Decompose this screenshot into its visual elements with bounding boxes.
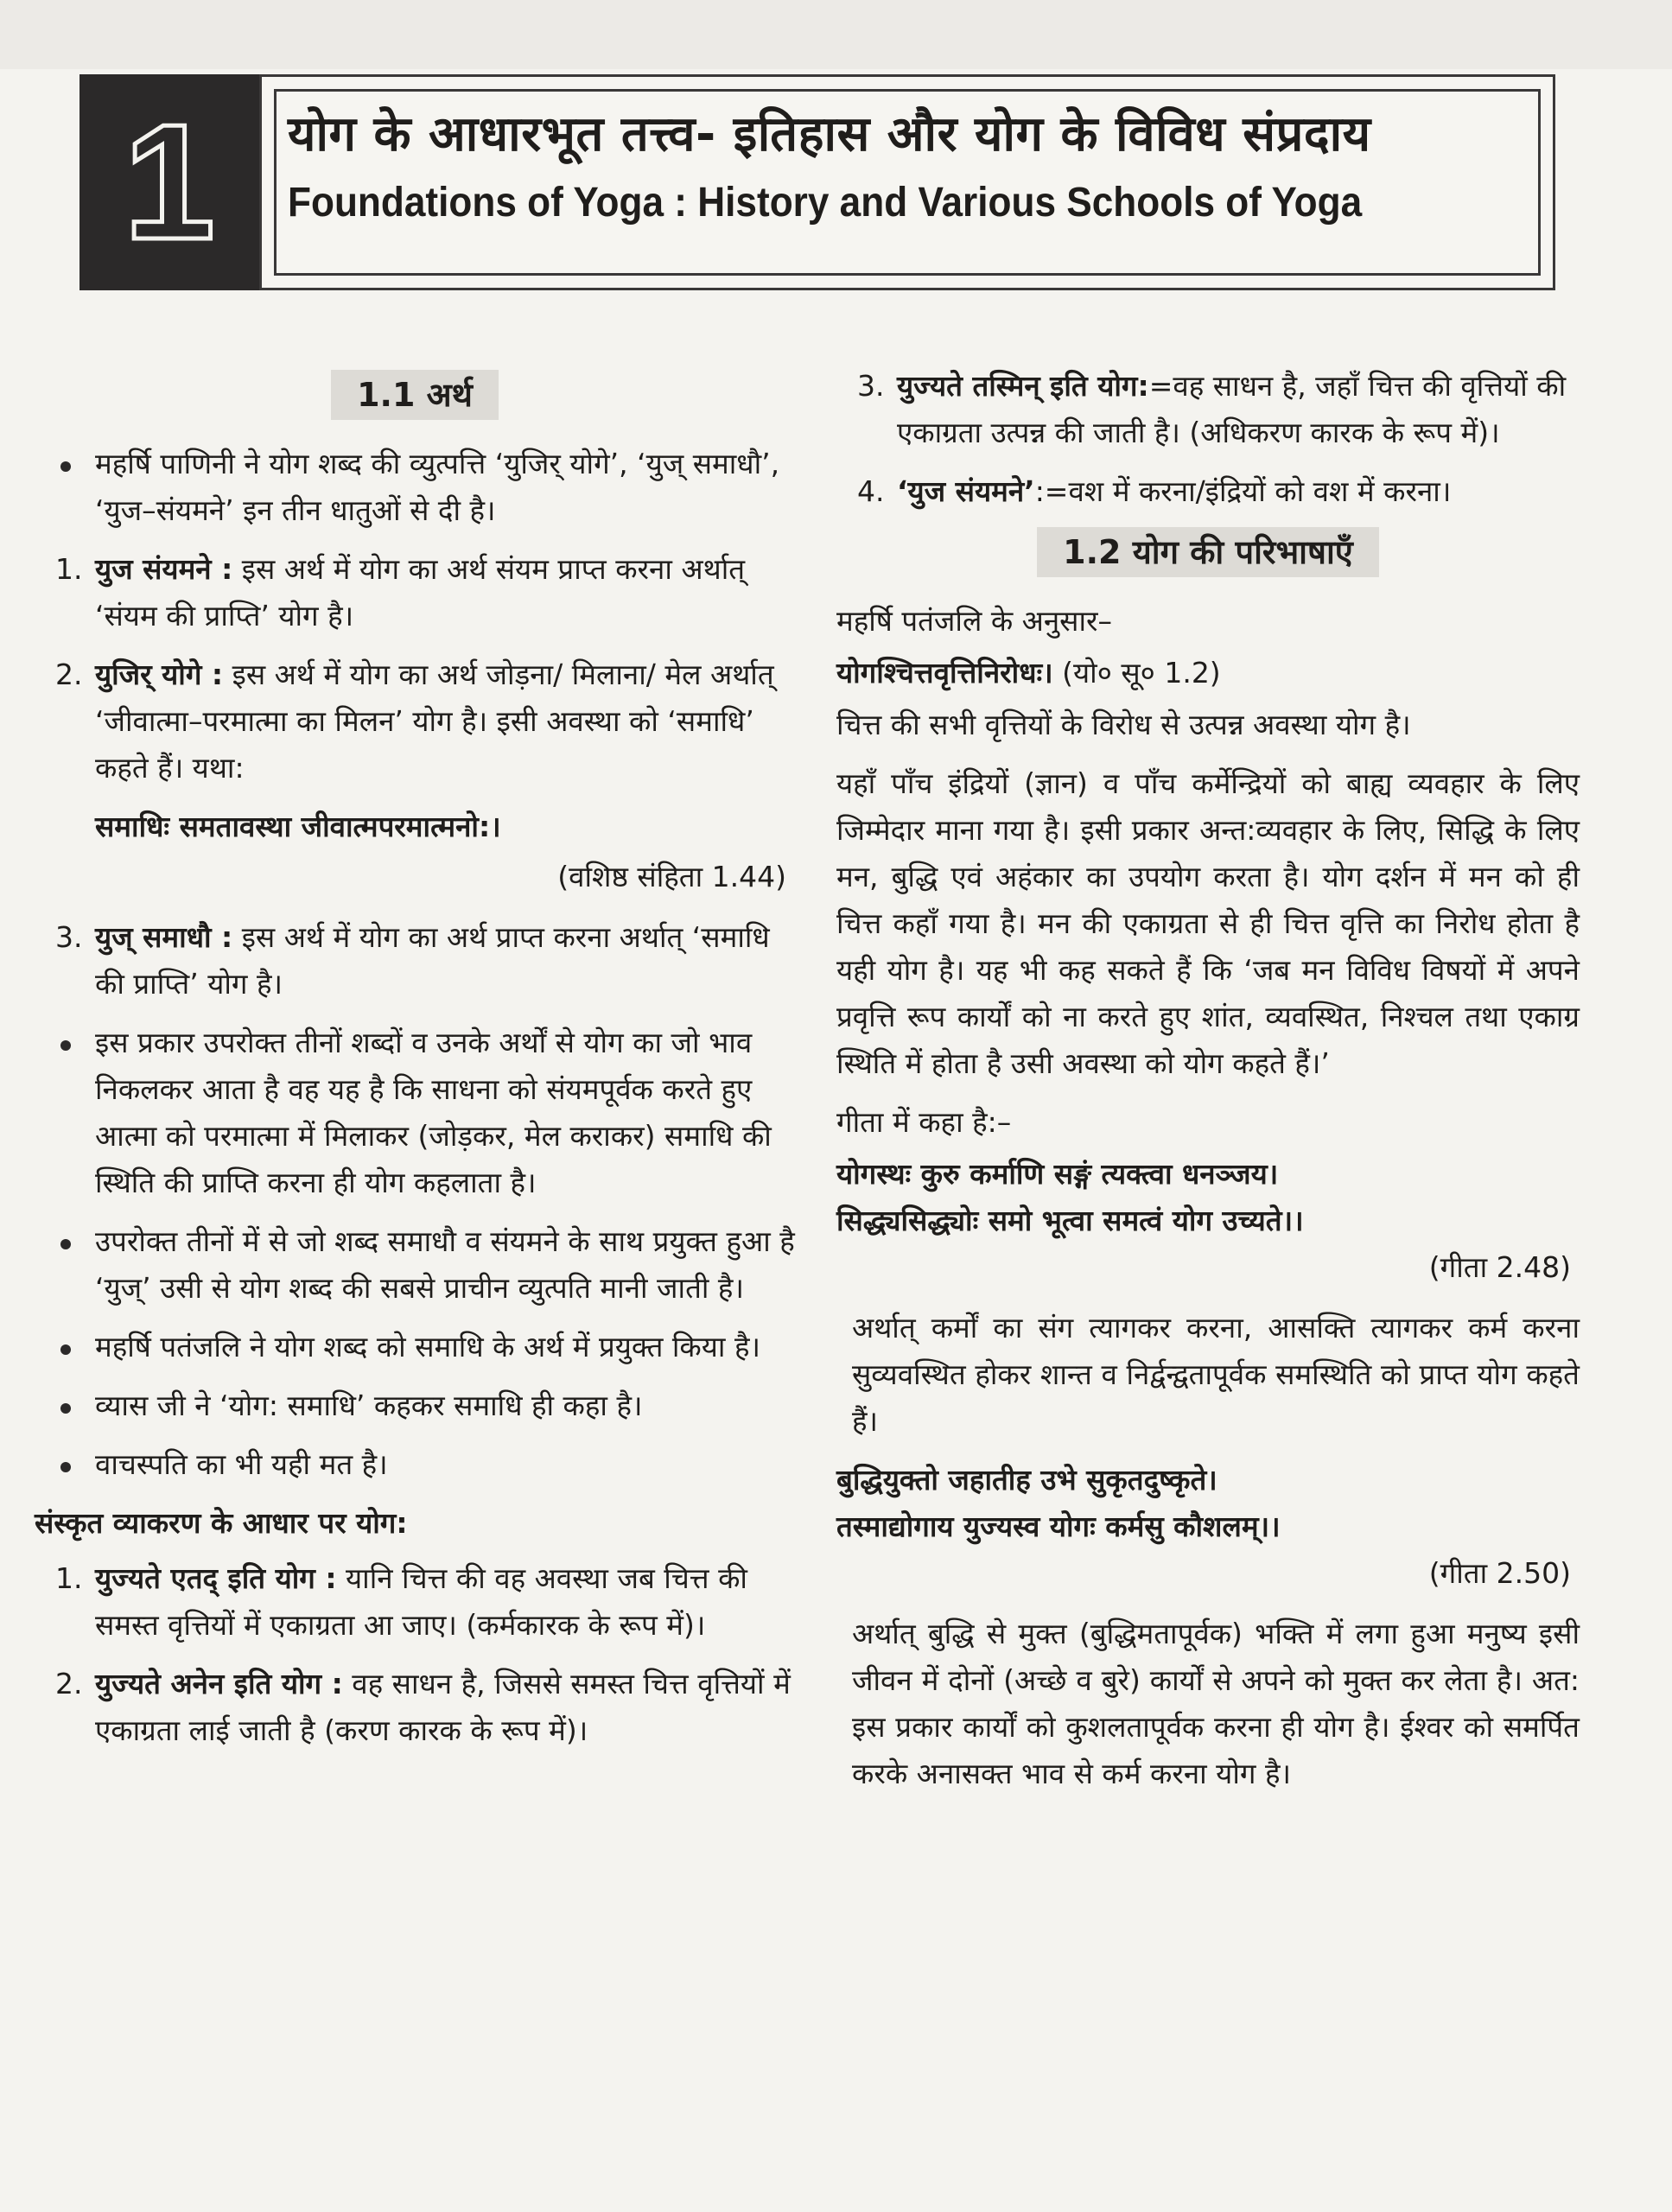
- bullet-paragraph: महर्षि पाणिनी ने योग शब्द की व्युत्पत्ति ‘युजिर् योगे’, ‘युज् समाधौ’, ‘युज–संयमने’ इन तीन धातुओं से दी है।: [35, 441, 795, 534]
- item-term: युज संयमने :: [95, 552, 233, 586]
- sanskrit-verse-line: सिद्ध्यसिद्ध्योः समो भूत्वा समत्वं योग उच्यते।।: [836, 1204, 1304, 1237]
- sanskrit-verse-line: योगस्थः कुरु कर्माणि सङ्गं त्यक्त्वा धनञ्जय।: [836, 1157, 1279, 1191]
- paragraph: अर्थात् बुद्धि से मुक्त (बुद्धिमतापूर्वक) भक्ति में लगा हुआ मनुष्य इसी जीवन में दोनों (अच्छे व बुरे) कार्यों से अपने को मुक्त कर लेता है। अत: इस प्रकार कार्यों को कुशलतापूर्वक करना ही योग है। ईश्वर को समर्पित करके अनासक्त भाव से कर्म करना योग है।: [852, 1617, 1580, 1790]
- numbered-item: [836, 363, 1580, 456]
- patanjali-intro: महर्षि पतंजलि के अनुसार–: [836, 604, 1113, 638]
- paragraph: यहाँ पाँच इंद्रियों (ज्ञान) व पाँच कर्मेन्द्रियों को बाह्य व्यवहार के लिए जिम्मेदार माना गया है। इसी प्रकार अन्त:व्यवहार के लिए, सिद्धि के लिए मन, बुद्धि एवं अहंकार का उपयोग करता है। योग दर्शन में मन को ही चित्त कहाँ गया है। मन की एकाग्रता से ही चित्त वृत्ति का निरोध होता है यही योग है। यह भी कह सकते हैं कि ‘जब मन विविध विषयों में अपने प्रवृत्ति रूप कार्यों को ना करते हुए शांत, व्यवस्थित, निश्चल तथा एकाग्र स्थिति में होता है उसी अवस्था को योग कहते हैं।’: [836, 766, 1580, 1080]
- item-number: 3.: [55, 920, 83, 954]
- item-text: यानि चित्त की वह अवस्था जब चित्त की समस्त वृत्तियों में एकाग्रता आ जाए। (कर्मकारक के रूप में)।: [95, 1561, 747, 1642]
- section-heading-definitions: 1.2 योग की परिभाषाएँ: [836, 527, 1580, 577]
- numbered-item: [836, 468, 1580, 515]
- numbered-item: [35, 546, 795, 639]
- bullet-paragraph: उपरोक्त तीनों में से जो शब्द समाधौ व संयमने के साथ प्रयुक्त हुआ है ‘युज्’ उसी से योग शब्द की सबसे प्राचीन व्युत्पति मानी जाती है।: [35, 1218, 795, 1312]
- verse-citation: (वशिष्ठ संहिता 1.44): [557, 860, 786, 893]
- chapter-title-box: [259, 74, 1555, 290]
- item-text: =वह साधन है, जहाँ चित्त की वृत्तियों की एकाग्रता उत्पन्न की जाती है। (अधिकरण कारक के रूप में)।: [897, 369, 1567, 449]
- bullet-paragraph: वाचस्पति का भी यही मत है।: [35, 1441, 795, 1488]
- item-number: 2.: [55, 658, 83, 691]
- bullet-paragraph: व्यास जी ने ‘योग: समाधि’ कहकर समाधि ही कहा है।: [35, 1382, 795, 1429]
- yoga-sutra-line: [836, 650, 1580, 696]
- item-number: 1.: [55, 552, 83, 586]
- section-heading-meaning: 1.1 अर्थ: [35, 370, 795, 420]
- item-text: :=वश में करना/इंद्रियों को वश में करना।: [1034, 474, 1452, 508]
- item-text: वह साधन है, जिससे समस्त चित्त वृत्तियों में एकाग्रता लाई जाती है (करण कारक के रूप में)।: [95, 1667, 791, 1747]
- numbered-item: [35, 1555, 795, 1649]
- sanskrit-verse-line: तस्माद्योगाय युज्यस्व योगः कर्मसु कौशलम्।।: [836, 1510, 1281, 1543]
- numbered-item: [35, 652, 795, 791]
- verse-citation: (गीता 2.48): [1428, 1250, 1571, 1284]
- bullet-paragraph: इस प्रकार उपरोक्त तीनों शब्दों व उनके अर्थों से योग का जो भाव निकलकर आता है वह यह है कि साधना को संयमपूर्वक करते हुए आत्मा को परमात्मा में मिलाकर (जोड़कर, मेल कराकर) समाधि की स्थिति की प्राप्ति करना ही योग कहलाता है।: [35, 1020, 795, 1206]
- item-term: ‘युज संयमने’: [897, 474, 1035, 508]
- verse-citation: (गीता 2.50): [1428, 1556, 1571, 1590]
- sanskrit-verse-line: बुद्धियुक्तो जहातीह उभे सुकृतदुष्कृते।: [836, 1463, 1217, 1497]
- item-text: इस अर्थ में योग का अर्थ जोड़ना/ मिलाना/ मेल अर्थात् ‘जीवात्मा–परमात्मा का मिलन’ योग है। इसी अवस्था को ‘समाधि’ कहते हैं। यथा:: [95, 658, 774, 785]
- item-number: 2.: [55, 1667, 83, 1700]
- numbered-item: [35, 1661, 795, 1754]
- chapter-number: 1: [124, 91, 215, 274]
- item-text: इस अर्थ में योग का अर्थ संयम प्राप्त करना अर्थात् ‘संयम की प्राप्ति’ योग है।: [95, 552, 746, 632]
- chapter-title-hindi: योग के आधारभूत तत्त्व- इतिहास और योग के विविध संप्रदाय: [288, 106, 1371, 162]
- yoga-sutra-reference: (यो० सू० 1.2): [1052, 656, 1221, 690]
- bullet-paragraph: महर्षि पतंजलि ने योग शब्द को समाधि के अर्थ में प्रयुक्त किया है।: [35, 1324, 795, 1370]
- item-term: युजिर् योगे :: [95, 658, 224, 691]
- numbered-item: [35, 914, 795, 1007]
- gita-intro: गीता में कहा है:–: [836, 1105, 1012, 1139]
- yoga-sutra: योगश्चित्तवृत्तिनिरोधः।: [836, 656, 1053, 690]
- chapter-title-english: Foundations of Yoga : History and Various Schools of Yoga: [288, 180, 1363, 226]
- item-term: युज् समाधौ :: [95, 920, 233, 954]
- left-column: [35, 363, 795, 1766]
- item-number: 4.: [857, 474, 885, 508]
- item-term: युज्यते अनेन इति योग :: [95, 1667, 343, 1700]
- paragraph: चित्त की सभी वृत्तियों के विरोध से उत्पन्न अवस्था योग है।: [836, 708, 1411, 741]
- item-text: इस अर्थ में योग का अर्थ प्राप्त करना अर्थात् ‘समाधि की प्राप्ति’ योग है।: [95, 920, 770, 1001]
- item-term: युज्यते एतद् इति योग :: [95, 1561, 337, 1595]
- item-term: युज्यते तस्मिन् इति योग:: [897, 369, 1149, 403]
- item-number: 1.: [55, 1561, 83, 1595]
- paragraph: अर्थात् कर्मों का संग त्यागकर करना, आसक्ति त्यागकर कर्म करना सुव्यवस्थित होकर शान्त व निर्द्वन्द्वतापूर्वक समस्थिति को प्राप्त योग कहते हैं।: [852, 1311, 1580, 1438]
- right-column: [836, 363, 1580, 1809]
- sanskrit-verse: समाधिः समतावस्था जीवात्मपरमात्मनो:।: [95, 810, 501, 843]
- sanskrit-grammar-heading: संस्कृत व्याकरण के आधार पर योग:: [35, 1506, 408, 1540]
- item-number: 3.: [857, 369, 885, 403]
- header-band: [0, 0, 1672, 69]
